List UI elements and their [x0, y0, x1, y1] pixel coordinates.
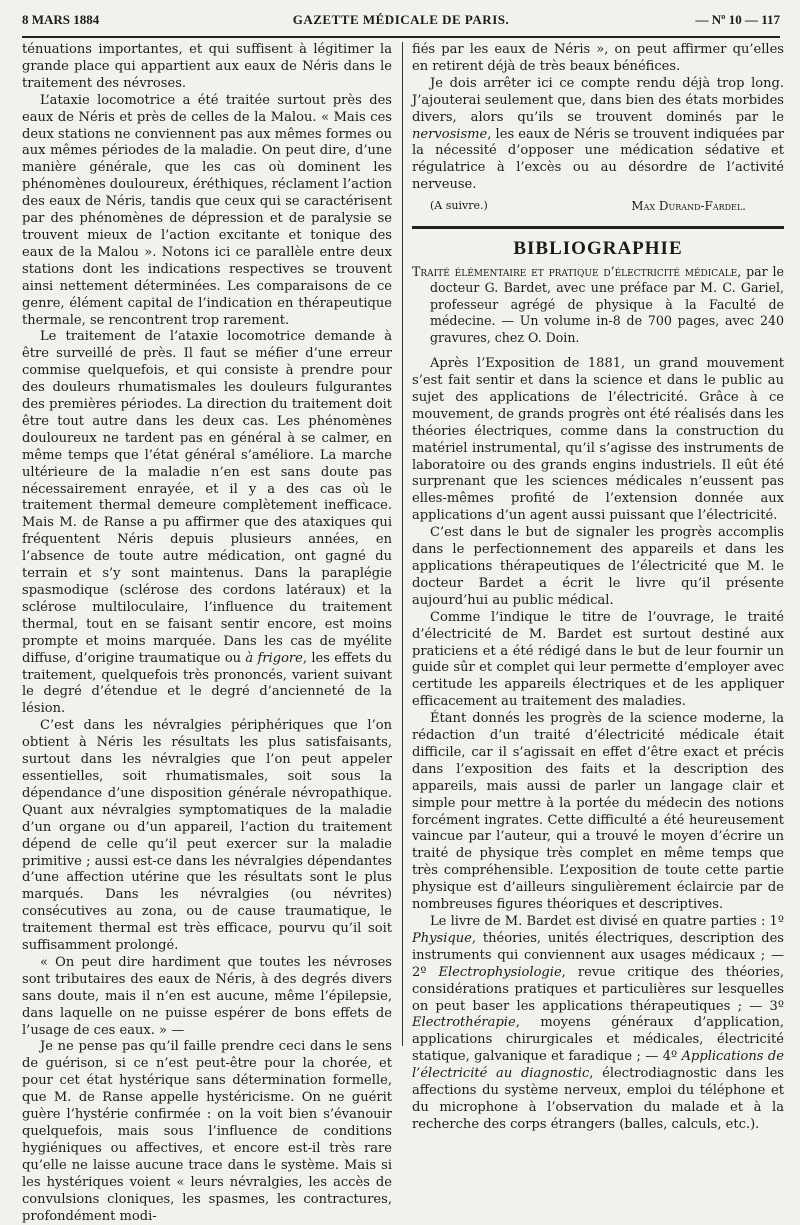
- paragraph: Après l’Exposition de 1881, un grand mouvement s’est fait sentir et dans la science et dans le public au sujet des applications de l’électricité. Grâce à ce mouvement, de grands progrès ont été réalisés dans les théories électriques, comme dans la construction du matériel instrumental, qu’il s’agisse des instruments de laboratoire ou des grands engins industriels. Il eût été surprenant que les sciences médicales n’eussent pas elles-mêmes profité de l’extension donnée aux applications d’un agent aussi puissant que l’électricité.: [412, 356, 784, 524]
- header-rule: [22, 36, 780, 38]
- paragraph: Étant donnés les progrès de la science moderne, la rédaction d’un traité d’électricité médicale était difficile, car il s’agissait en effet d’être exact et précis dans l’exposition des faits et la description des appareils, mais aussi de parler un langage clair et simple pour mettre à la portée du médecin des notions forcément ingrates. Cette difficulté a été heureusement vaincue par l’auteur, qui a trouvé le moyen d’écrire un traité de physique très complet en même temps que très compréhensible. L’exposition de toute cette partie physique est d’ailleurs singulièrement éclaircie par de nombreuses figures théoriques et descriptives.: [412, 711, 784, 913]
- paragraph: C’est dans le but de signaler les progrès accomplis dans le perfectionnement des appareils et dans les applications thérapeutiques de l’électricité que M. le docteur Bardet a écrit le livre qu’il présente aujourd’hui au public médical.: [412, 525, 784, 608]
- paragraph: Le traitement de l’ataxie locomotrice demande à être surveillé de près. Il faut se méfier d’une erreur commise quelquefois, et qui consiste à prendre pour des douleurs rhumatismales les douleurs fulgurantes des premières périodes. La direction du traitement doit être tout autre dans les deux cas. Les phénomènes douloureux ne tardent pas en général à se calmer, en même temps que l’état général s’améliore. La marche ultérieure de la maladie n’en est sans doute pas nécessairement enrayée, et il y a des cas où le traitement thermal demeure complètement inefficace. Mais M. de Ranse a pu affirmer que des ataxiques qui fréquentent Néris depuis plusieurs années, en l’absence de toute autre médication, ont gagné du terrain et s’y sont maintenus. Dans la paraplégie spasmodique (sclérose des cordons latéraux) et la sclérose multiloculaire, l’influence du traitement thermal, tout en se faisant sentir encore, est moins prompte et moins marquée. Dans les cas de myélite diffuse, d’origine traumatique ou à frigore, les effets du traitement, quelquefois très prononcés, varient suivant le degré d’étendue et le degré d’ancienneté de la lésion.: [22, 329, 392, 717]
- page-header: [22, 12, 780, 32]
- issue-date: 8 MARS 1884: [22, 12, 100, 27]
- paragraph: « On peut dire hardiment que toutes les névroses sont tributaires des eaux de Néris, à des degrés divers sans doute, mais il n’en est aucune, même l’épilepsie, dans laquelle on ne puisse espérer de bons effets de l’usage de ces eaux. » —: [22, 954, 392, 1038]
- paragraph: fiés par les eaux de Néris », on peut affirmer qu’elles en retirent déjà de très beaux bénéfices.: [412, 42, 784, 74]
- column-divider: [402, 42, 403, 1046]
- journal-title: GAZETTE MÉDICALE DE PARIS.: [292, 12, 510, 27]
- right-column: [412, 42, 784, 1134]
- section-title: BIBLIOGRAPHIE: [513, 238, 683, 260]
- paragraph: Comme l’indique le titre de l’ouvrage, le traité d’électricité de M. Bardet est surtout destiné aux praticiens et a été rédigé dans le but de leur fournir un guide sûr et complet qui leur permette d’employer avec certitude les appareils électriques et de les appliquer efficacement au traitement des maladies.: [412, 609, 784, 710]
- paragraph: Je dois arrêter ici ce compte rendu déjà trop long. J’ajouterai seulement que, dans bien des états morbides divers, alors qu’ils se trouvent dominés par le nervosisme, les eaux de Néris se trouvent indiquées par la nécessité d’opposer une médication sédative et régulatrice à l’excès ou au désordre de l’activité nerveuse.: [412, 75, 784, 193]
- page-number: — Nº 10 — 117: [695, 12, 780, 27]
- book-reference: Traité élémentaire et pratique d’électricité médicale, par le docteur G. Bardet, avec une préface par M. C. Gariel, professeur agrégé de physique à la Faculté de médecine. — Un volume in-8 de 700 pages, avec 240 gravures, chez O. Doin.: [412, 264, 784, 345]
- to-be-continued: (A suivre.): [430, 199, 488, 213]
- paragraph: Le livre de M. Bardet est divisé en quatre parties : 1º Physique, théories, unités électriques, description des instruments qui conviennent aux usages médicaux ; — 2º Electrophysiologie, revue critique des théories, considérations pratiques et particulières sur lesquelles on peut baser les applications thérapeutiques ; — 3º Electrothérapie, moyens généraux d’application, applications chirurgicales et médicales, électricité statique, galvanique et faradique ; — 4º Applications de l’électricité au diagnostic, électrodiagnostic dans les affections du système nerveux, emploi du téléphone et du microphone à l’observation du malade et à la recherche des corps étrangers (balles, calculs, etc.).: [412, 914, 784, 1132]
- signature-line: [412, 196, 784, 216]
- section-rule: [412, 226, 784, 229]
- paragraph: C’est dans les névralgies périphériques que l’on obtient à Néris les résultats les plus satisfaisants, surtout dans les névralgies que l’on peut appeler essentielles, soit rhumatismales, soit sous la dépendance d’une disposition générale névropathique. Quant aux névralgies symptomatiques de la maladie d’un organe ou d’un appareil, l’action du traitement dépend de celle qu’il peut exercer sur la maladie primitive ; aussi est-ce dans les névralgies dépendantes d’une affection utérine que les résultats sont le plus marqués. Dans les névralgies (ou névrites) consécutives au zona, ou de cause traumatique, le traitement thermal est très efficace, pourvu qu’il soit suffisamment prolongé.: [22, 718, 392, 954]
- paragraph: L’ataxie locomotrice a été traitée surtout près des eaux de Néris et près de celles de la Malou. « Mais ces deux stations ne conviennent pas aux mêmes formes ou aux mêmes périodes de la maladie. On peut dire, d’une manière générale, que les cas où dominent les phénomènes douloureux, éréthiques, réclament l’action des eaux de Néris, tandis que ceux qui se caractérisent par des phénomènes de dépression et de paralysie se trouvent mieux de l’action excitante et tonique des eaux de la Malou ». Notons ici ce parallèle entre deux stations dont les indications respectives se trouvent ainsi nettement déterminées. Les comparaisons de ce genre, élément capital de l’indication en thérapeutique thermale, se rencontrent trop rarement.: [22, 92, 392, 328]
- author-signature: Max Durand-Fardel.: [631, 199, 746, 214]
- left-column: [22, 42, 392, 1225]
- paragraph: Je ne pense pas qu’il faille prendre ceci dans le sens de guérison, si ce n’est peut-être pour la chorée, et pour cet état hystérique sans détermination formelle, que M. de Ranse appelle hystéricisme. On ne guérit guère l’hystérie confirmée : on la voit bien s’évanouir quelquefois, mais sous l’influence de conditions hygiéniques ou affectives, et encore est-il très rare qu’elle ne laisse aucune trace dans le système. Mais si les hystériques voient « leurs névralgies, les accès de convulsions cloniques, les spasmes, les contractures, profondément modi-: [22, 1039, 392, 1224]
- paragraph: ténuations importantes, et qui suffisent à légitimer la grande place qui appartient aux eaux de Néris dans le traitement des névroses.: [22, 42, 392, 91]
